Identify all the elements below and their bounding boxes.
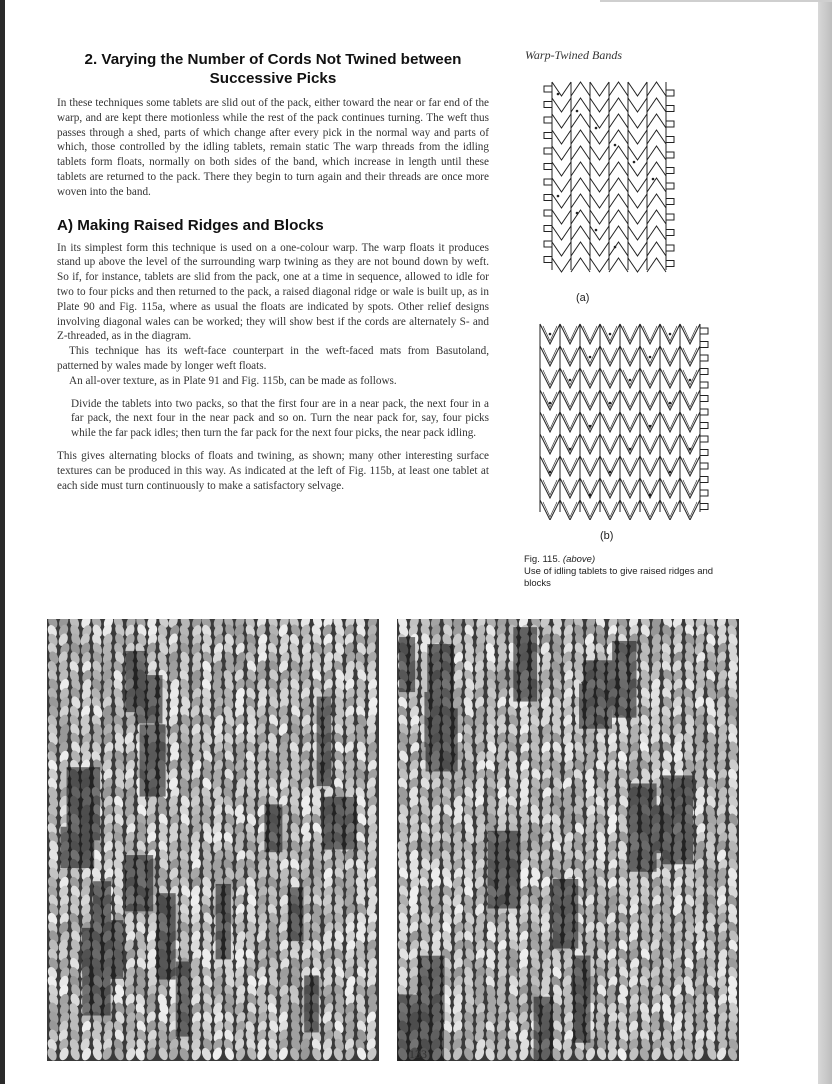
body-paragraph-2: This technique has its weft-face counterpart in the weft-faced mats from Basutoland, patterned by wales made by longer weft floats. bbox=[57, 345, 489, 372]
figure-label-b: (b) bbox=[600, 530, 614, 542]
intro-paragraph: In these techniques some tablets are slid out of the pack, either toward the near or far end of the warp, and are kept there motionless while the rest of the pack continues turning. The weft thus passes through a shed, parts of which change after every pick in the normal way and parts of which, those controlled by the idling tablets, remain static The warp threads from the idling tablets form floats, normally on both sides of the band, which increase in length until these tablets are returned to the pack. There they begin to turn again and their threads are once more woven into the band. bbox=[57, 97, 489, 198]
body-paragraph-3: An all-over texture, as in Plate 91 and Fig. 115b, can be made as follows. bbox=[69, 374, 397, 387]
caption-text: Use of idling tablets to give raised ridges and blocks bbox=[524, 566, 714, 589]
figure-label-a: (a) bbox=[576, 292, 590, 304]
main-text-column bbox=[57, 50, 489, 493]
book-spine-shadow bbox=[0, 0, 5, 1084]
body-paragraph-1: In its simplest form this technique is used on a one-colour warp. The warp floats it produces stand up above the level of the surrounding warp twining as they are not bound down by weft. So if, for instance, tablets are slid from the pack, one at a time in sequence, allowed to idle for two to four picks and then returned to the pack, a raised diagonal ridge or wale is built up, as in Plate 90 and Fig. 115a, where as usual the floats are indicated by spots. Other relief designs involving diagonal wales can be worked; they will show best if the cords are alternately S- and Z-threaded, as in the diagram. bbox=[57, 241, 489, 343]
figure-115b-diagram bbox=[536, 320, 714, 520]
caption-number: Fig. 115. bbox=[524, 554, 561, 565]
section-title: 2. Varying the Number of Cords Not Twined between Successive Picks bbox=[84, 51, 462, 87]
page-edge bbox=[818, 0, 832, 1084]
page-top-edge bbox=[600, 0, 832, 2]
subsection-title: A) Making Raised Ridges and Blocks bbox=[57, 216, 324, 234]
caption-position: (above) bbox=[562, 554, 596, 565]
closing-paragraph: This gives alternating blocks of floats and twining, as shown; many other interesting surface textures can be produced in this way. As indicated at the left of Fig. 115b, at least one tablet at each side must turn continuously to make a satisfactory selvage. bbox=[57, 449, 489, 492]
running-header: Warp-Twined Bands bbox=[525, 48, 623, 62]
figure-115a-diagram bbox=[538, 78, 680, 274]
plate-photo-left bbox=[47, 619, 379, 1061]
plate-photo-right bbox=[397, 619, 739, 1061]
instruction-block: Divide the tablets into two packs, so that the first four are in a near pack, the next four in a far pack, the next four in the near pack and so on. Turn the near pack for, say, four picks while the far pack idles; then turn the far pack for the next four picks, the near pack idling. bbox=[71, 397, 489, 440]
figure-caption bbox=[524, 554, 734, 590]
page-number: 133 bbox=[409, 1047, 427, 1061]
